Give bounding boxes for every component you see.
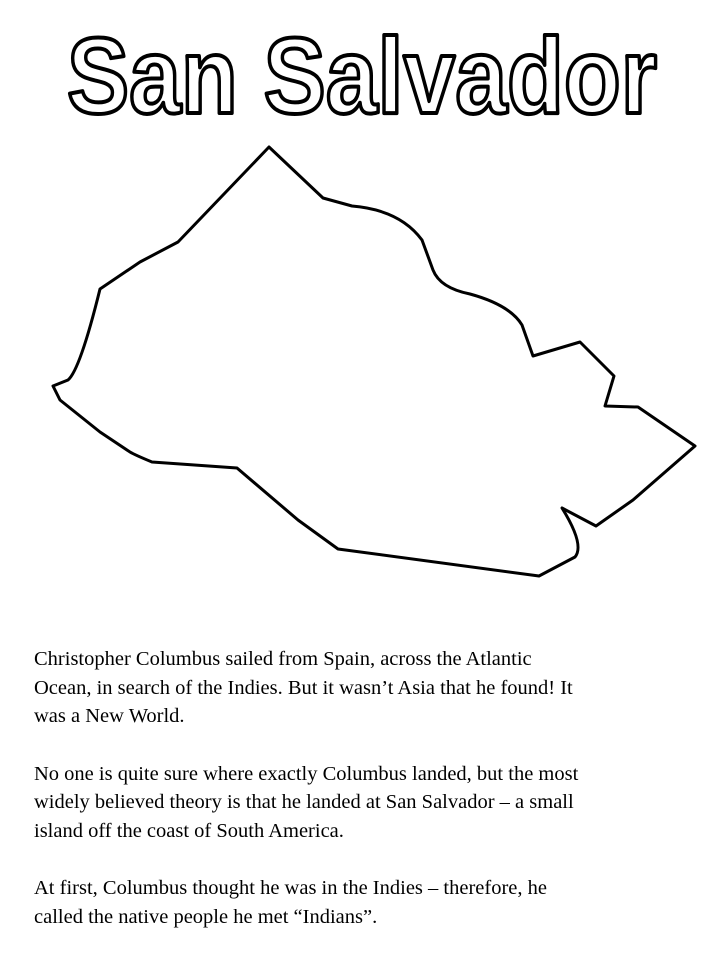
page-title — [0, 0, 718, 130]
page-title-text: San Salvador — [67, 15, 657, 130]
paragraph-landing-theory: No one is quite sure where exactly Columbus landed, but the most widely believed theory is that he landed at San Salvador – a small island off the coast of South America. — [34, 762, 579, 842]
island-outline-map — [0, 130, 718, 600]
paragraph-columbus-voyage: Christopher Columbus sailed from Spain, across the Atlantic Ocean, in search of the Indies. But it wasn’t Asia that he found! It was a New World. — [34, 648, 573, 727]
island-outline — [53, 147, 695, 576]
story-text — [34, 645, 694, 960]
paragraph-indians-name: At first, Columbus thought he was in the Indies – therefore, he called the native people he met “Indians”. — [34, 877, 547, 928]
